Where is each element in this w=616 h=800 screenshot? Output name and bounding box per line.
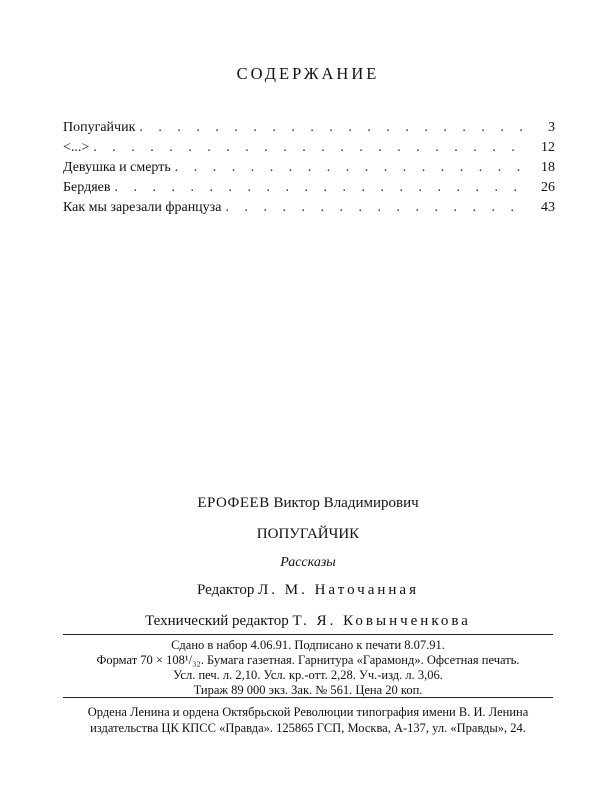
toc-entry-label: Девушка и смерть <box>63 160 171 175</box>
tech-info-line: Усл. печ. л. 2,10. Усл. кр.-отт. 2,28. Уч.-изд. л. 3,06. <box>173 668 443 682</box>
technical-info <box>0 638 616 698</box>
toc-title: СОДЕРЖАНИЕ <box>236 64 380 83</box>
author-surname: ЕРОФЕЕВ <box>197 495 270 511</box>
author-line <box>0 492 616 514</box>
toc-entry[interactable] <box>63 158 555 178</box>
toc-leader-dots <box>93 138 527 158</box>
genre-label: Рассказы <box>280 555 336 570</box>
tech-info-line: Тираж 89 000 экз. Зак. № 561. Цена 20 коп. <box>193 683 423 697</box>
printer-info <box>0 704 616 736</box>
toc-entry-page: 43 <box>541 200 555 215</box>
book-title: ПОПУГАЙЧИК <box>256 526 360 542</box>
toc-leader-dots <box>114 178 527 198</box>
toc-entry[interactable] <box>63 138 555 158</box>
tech-info-line: Сдано в набор 4.06.91. Подписано к печати 8.07.91. <box>171 638 445 652</box>
author-given-name: Виктор Владимирович <box>273 495 419 511</box>
toc-entry-page: 3 <box>548 120 555 135</box>
toc-entry-page: 26 <box>541 180 555 195</box>
tech-info-line: Формат 70 × 108¹/₃₂. Бумага газетная. Гарнитура «Гарамонд». Офсетная печать. <box>96 653 520 667</box>
toc-entry-label: Бердяев <box>63 180 111 195</box>
editor-line <box>0 579 616 601</box>
tech-editor-line <box>0 610 616 632</box>
editor-name: Л. М. Наточанная <box>258 582 419 598</box>
printer-info-line: Ордена Ленина и ордена Октябрьской Революции типография имени В. И. Ленина <box>87 705 529 719</box>
toc-leader-dots <box>225 198 527 218</box>
toc-entry-page: 12 <box>541 140 555 155</box>
toc-entry-label: Как мы зарезали француза <box>63 200 222 215</box>
tech-editor-name: Т. Я. Ковынченкова <box>292 613 471 629</box>
toc-entry-label: <...> <box>63 140 90 155</box>
toc-entry-label: Попугайчик <box>63 120 136 135</box>
toc-entry-page: 18 <box>541 160 555 175</box>
divider-bottom <box>63 697 553 698</box>
toc-entry[interactable] <box>63 118 555 138</box>
toc-leader-dots <box>175 158 527 178</box>
toc-entry[interactable] <box>63 198 555 218</box>
toc-list <box>63 118 555 218</box>
toc-entry[interactable] <box>63 178 555 198</box>
tech-editor-role: Технический редактор <box>145 613 289 629</box>
imprint-block <box>0 492 616 632</box>
divider-top <box>63 634 553 635</box>
editor-role: Редактор <box>197 582 255 598</box>
printer-info-line: издательства ЦК КПСС «Правда». 125865 ГСП, Москва, А-137, ул. «Правды», 24. <box>90 721 526 735</box>
toc-leader-dots <box>139 118 527 138</box>
